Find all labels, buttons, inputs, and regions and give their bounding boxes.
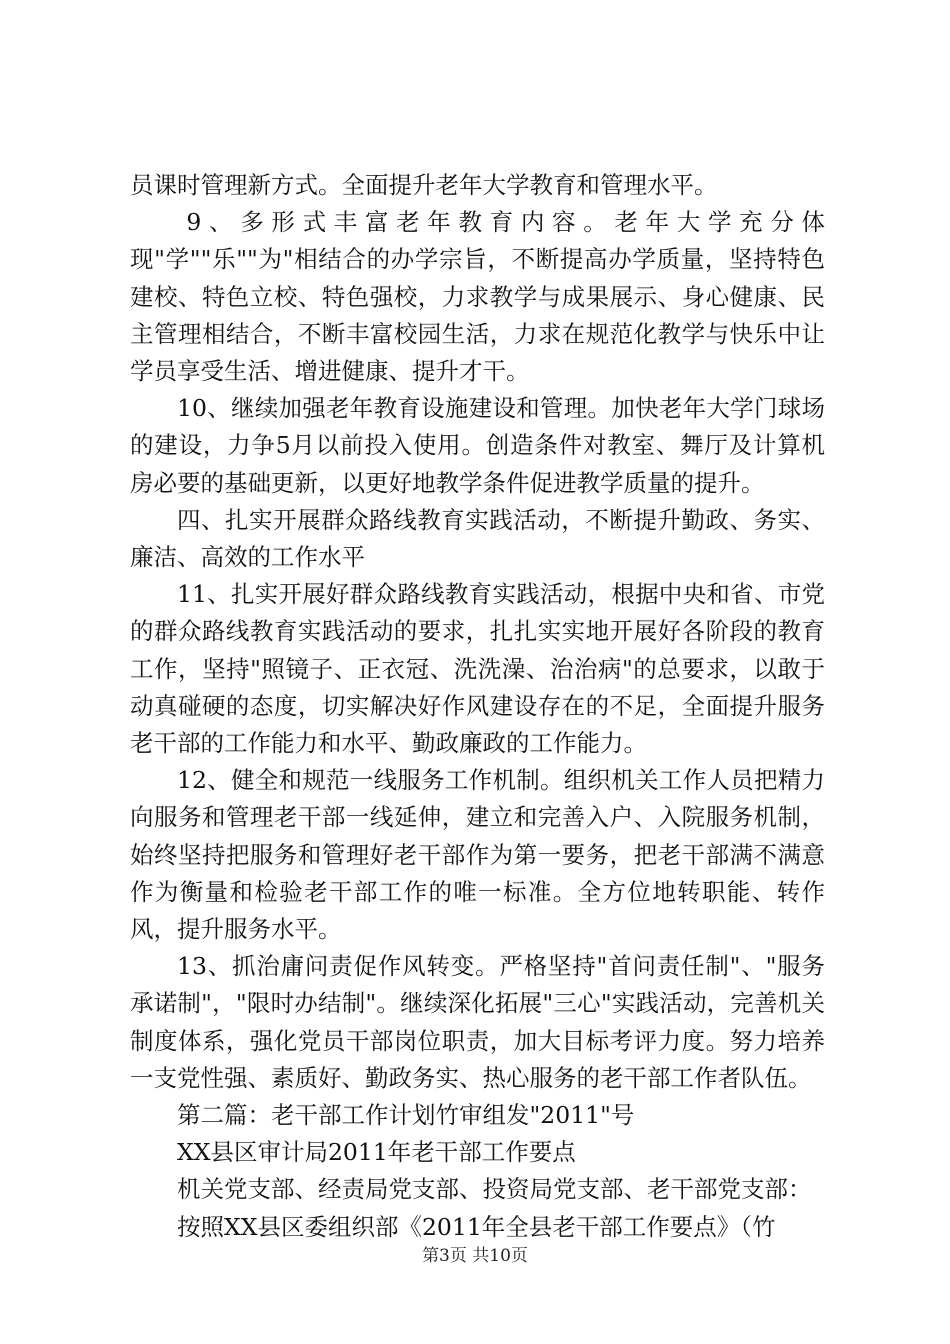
paragraph-item-9: 9、多形式丰富老年教育内容。老年大学充分体现"学""乐""为"相结合的办学宗旨，不断提高办学质量，坚持特色建校、特色立校、特色强校，力求教学与成果展示、身心健康、民主管理相结合，不断丰富校园生活，力求在规范化教学与快乐中让学员享受生活、增进健康、提升才干。 xyxy=(130,208,825,386)
chapter-heading: 第二篇：老干部工作计划竹审组发"2011"号 xyxy=(177,1101,635,1130)
section-heading-4: 四、扎实开展群众路线教育实践活动，不断提升勤政、务实、廉洁、高效的工作水平 xyxy=(130,505,825,572)
page-number: 第3页 共10页 xyxy=(422,1246,528,1266)
addressee-line: 机关党支部、经责局党支部、投资局党支部、老干部党支部： xyxy=(177,1175,812,1204)
paragraph-item-10: 10、继续加强老年教育设施建设和管理。加快老年大学门球场的建设，力争5月以前投入使用。创造条件对教室、舞厅及计算机房必要的基础更新，以更好地教学条件促进教学质量的提升。 xyxy=(130,394,825,497)
paragraph-item-13: 13、抓治庸问责促作风转变。严格坚持"首问责任制"、"服务承诺制"，"限时办结制"。继续深化拓展"三心"实践活动，完善机关制度体系，强化党员干部岗位职责，加大目标考评力度。努力培养一支党性强、素质好、勤政务实、热心服务的老干部工作者队伍。 xyxy=(130,952,825,1092)
paragraph-continuation: 员课时管理新方式。全面提升老年大学教育和管理水平。 xyxy=(130,171,718,199)
paragraph-item-11: 11、扎实开展好群众路线教育实践活动，根据中央和省、市党的群众路线教育实践活动的要求，扎扎实实地开展好各阶段的教育工作，坚持"照镜子、正衣冠、洗洗澡、治治病"的总要求，以敢于动真碰硬的态度，切实解决好作风建设存在的不足，全面提升服务老干部的工作能力和水平、勤政廉政的工作能力。 xyxy=(130,580,825,758)
paragraph-item-12: 12、健全和规范一线服务工作机制。组织机关工作人员把精力向服务和管理老干部一线延伸，建立和完善入户、入院服务机制，始终坚持把服务和管理好老干部作为第一要务，把老干部满不满意作为衡量和检验老干部工作的唯一标准。全方位地转职能、转作风，提升服务水平。 xyxy=(130,766,825,944)
document-title: XX县区审计局2011年老干部工作要点 xyxy=(177,1138,576,1167)
document-body xyxy=(130,167,825,1246)
paragraph-intro: 按照XX县区委组织部《2011年全县老干部工作要点》（竹 xyxy=(177,1212,776,1241)
